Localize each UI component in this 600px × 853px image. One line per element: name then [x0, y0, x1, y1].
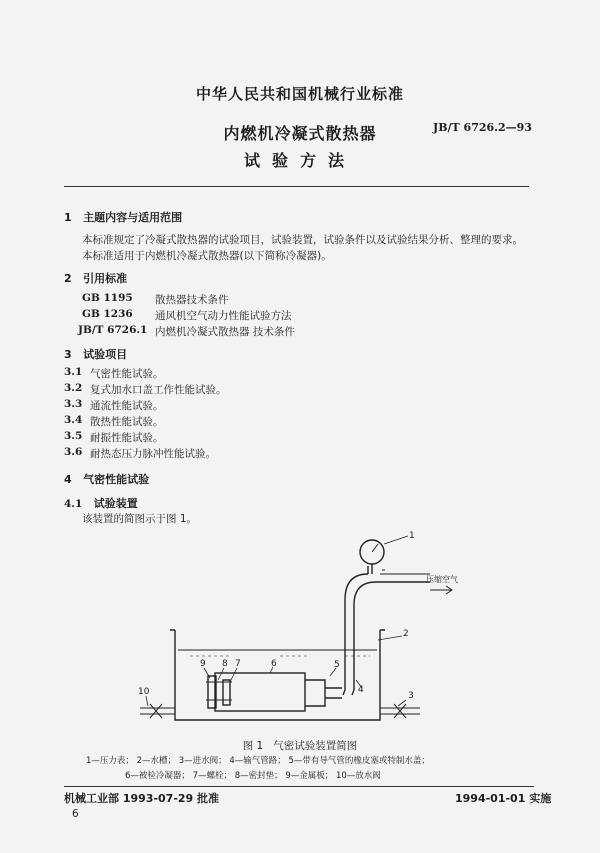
section-2-title: 引用标准	[83, 272, 128, 285]
section-2-number: 2	[64, 272, 72, 285]
figure-number: 图 1	[242, 740, 264, 752]
ref-name: 通风机空气动力性能试验方法	[155, 310, 292, 322]
item-text: 散热性能试验。	[90, 416, 164, 428]
callout-label: 2	[403, 629, 409, 639]
figure-legend-line1: 1—压力表； 2—水槽； 3—进水阀； 4—输气管路； 5—带有导气管的橡皮塞或特制水盖；	[86, 756, 430, 766]
section-4-heading	[64, 471, 149, 487]
callout-label: 10	[138, 687, 150, 697]
item-text: 通流性能试验。	[90, 400, 164, 412]
section-4-number: 4	[64, 473, 72, 486]
effective-date: 1994-01-01 实施	[455, 792, 552, 805]
section-4-1-number: 4.1	[64, 498, 83, 510]
section-4-1-title: 试验装置	[93, 497, 138, 510]
section-4-title: 气密性能试验	[83, 473, 150, 486]
approval-date: 机械工业部 1993-07-29 批准	[64, 792, 220, 805]
item-text: 耐振性能试验。	[90, 432, 164, 444]
ref-name: 内燃机冷凝式散热器 技术条件	[155, 326, 295, 338]
section-4-1-text: 该装置的简图示于图 1。	[82, 513, 198, 525]
figure-caption	[0, 738, 600, 753]
ref-name: 散热器技术条件	[155, 294, 229, 306]
section-1-paragraph-1: 本标准规定了冷凝式散热器的试验项目，试验装置，试验条件以及试验结果分析、整理的要求。	[82, 234, 523, 246]
air-flow-arrow	[430, 586, 452, 594]
section-4-1-heading	[64, 495, 138, 511]
section-1-heading	[64, 209, 182, 225]
page-number: 6	[72, 808, 79, 820]
header-rule	[64, 186, 529, 187]
item-number: 3.3	[64, 398, 83, 410]
document-title-line2: 试验方法	[243, 151, 356, 170]
item-text: 复式加水口盖工作性能试验。	[90, 384, 227, 396]
item-number: 3.2	[64, 382, 83, 394]
section-3-number: 3	[64, 348, 72, 361]
callout-label: 3	[408, 691, 414, 701]
ref-code: JB/T 6726.1	[78, 324, 148, 336]
item-number: 3.5	[64, 430, 83, 442]
section-3-heading	[64, 346, 127, 362]
section-1-number: 1	[64, 211, 72, 224]
ref-code: GB 1195	[82, 292, 133, 304]
callout-label: 4	[358, 685, 364, 695]
figure-title: 气密试验装置简图	[273, 740, 358, 752]
section-1-title: 主题内容与适用范围	[83, 211, 183, 224]
footer-rule	[64, 786, 534, 787]
water-tank	[175, 630, 380, 720]
org-standard-heading: 中华人民共和国机械行业标准	[195, 85, 404, 103]
item-number: 3.6	[64, 446, 83, 458]
callout-label: 8	[222, 659, 228, 669]
callout-label: 1	[409, 531, 415, 541]
section-3-title: 试验项目	[83, 348, 128, 361]
item-text: 耐热态压力脉冲性能试验。	[90, 448, 216, 460]
callout-label: 5	[334, 660, 340, 670]
airtight-test-apparatus-diagram	[130, 530, 470, 735]
item-number: 3.4	[64, 414, 83, 426]
callout-label: 6	[271, 659, 277, 669]
item-text: 气密性能试验。	[90, 368, 164, 380]
standard-number: JB/T 6726.2—93	[433, 121, 532, 134]
figure-legend-line2: 6—被检冷凝器； 7—螺栓； 8—密封垫； 9—金属板； 10—放水阀	[125, 771, 381, 781]
callout-label: 9	[200, 659, 206, 669]
compressed-air-label: 压缩空气	[426, 575, 458, 584]
section-2-heading	[64, 270, 127, 286]
section-1-paragraph-2: 本标准适用于内燃机冷凝式散热器(以下简称冷凝器)。	[82, 250, 332, 262]
ref-code: GB 1236	[82, 308, 133, 320]
item-number: 3.1	[64, 366, 83, 378]
document-title-line1: 内燃机冷凝式散热器	[223, 124, 377, 143]
callout-label: 7	[235, 659, 241, 669]
